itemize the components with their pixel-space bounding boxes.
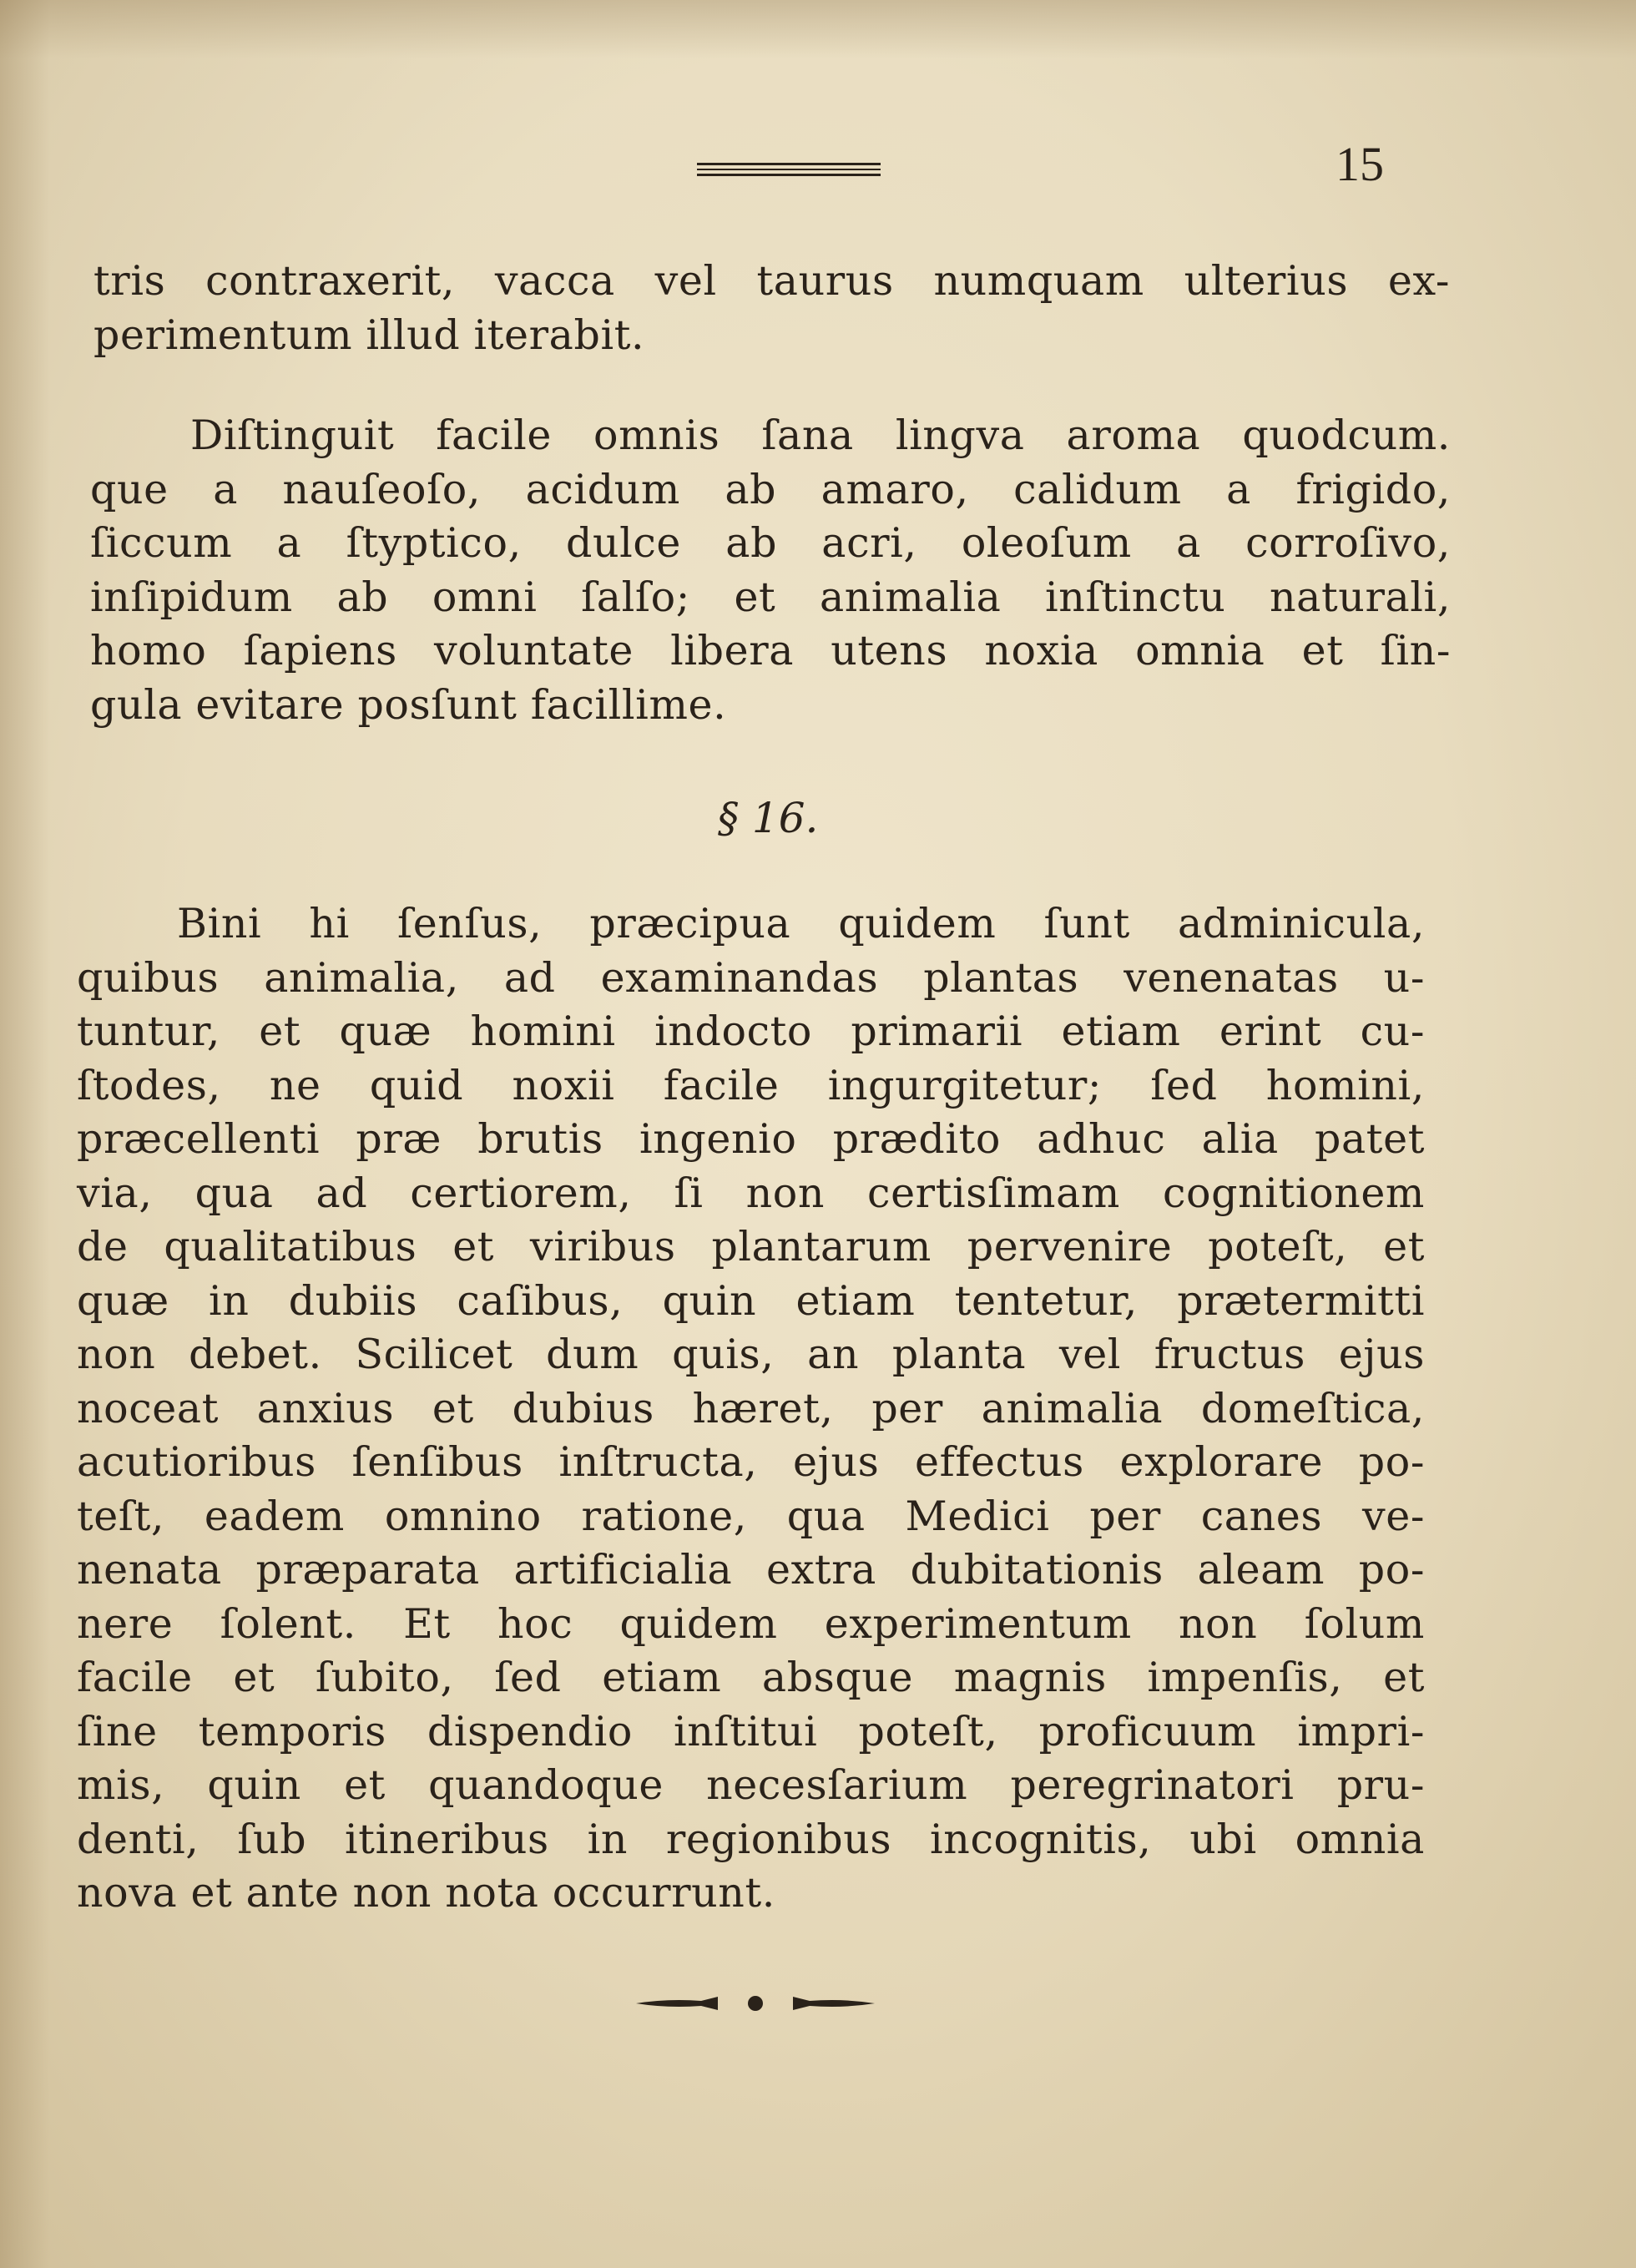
text-line: Diſtinguit facile omnis ſana lingva aroma quodcum.	[190, 412, 1451, 459]
text-line: non debet. Scilicet dum quis, an planta vel fructus ejus	[77, 1331, 1425, 1378]
text-line: mis, quin et quandoque necesſarium peregrinatori pru-	[77, 1761, 1425, 1809]
text-line: præcellenti præ brutis ingenio prædito adhuc alia patet	[77, 1115, 1425, 1163]
text-line: quæ in dubiis caſibus, quin etiam tentetur, prætermitti	[77, 1276, 1425, 1325]
text-line: gula evitare posſunt facillime.	[90, 680, 727, 729]
page-edge-shadow-top	[0, 0, 1636, 58]
text-line: tuntur, et quæ homini indocto primarii etiam erint cu-	[77, 1008, 1425, 1055]
text-line: que a nauſeoſo, acidum ab amaro, calidum a frigido,	[90, 465, 1451, 513]
text-line: nere ſolent. Et hoc quidem experimentum non ſolum	[77, 1599, 1425, 1648]
text-line: Bini hi ſenſus, præcipua quidem ſunt adminicula,	[177, 900, 1425, 947]
paragraph-senses	[90, 409, 1451, 732]
text-line: ſiccum a ſtyptico, dulce ab acri, oleoſum a corroſivo,	[90, 519, 1451, 567]
text-line: ſtodes, ne quid noxii facile ingurgitetur; ſed homini,	[77, 1061, 1425, 1109]
text-line: denti, ſub itineribus in regionibus incognitis, ubi omnia	[77, 1815, 1425, 1863]
text-line: ſine temporis dispendio inſtitui poteſt, proficuum impri-	[77, 1707, 1425, 1755]
header-rule	[697, 163, 881, 179]
text-line: inſipidum ab omni ſalſo; et animalia inſtinctu naturali,	[90, 573, 1451, 621]
paragraph-section-16	[77, 897, 1425, 1921]
section-heading: § 16.	[718, 794, 819, 842]
text-line: nenata præparata artificialia extra dubitationis aleam po-	[77, 1546, 1425, 1594]
text-line: de qualitatibus et viribus plantarum pervenire poteſt, et	[77, 1223, 1425, 1270]
text-line: facile et ſubito, ſed etiam absque magnis impenſis, et	[77, 1654, 1425, 1701]
text-line: nova et ante non nota occurrunt.	[77, 1869, 775, 1917]
text-line: quibus animalia, ad examinandas plantas venenatas u-	[77, 953, 1425, 1002]
text-line: via, qua ad certiorem, ſi non certisſimam cognitionem	[77, 1169, 1425, 1217]
text-line: homo ſapiens voluntate libera utens noxia omnia et ſin-	[90, 627, 1451, 674]
text-line: teſt, eadem omnino ratione, qua Medici per canes ve-	[77, 1492, 1425, 1540]
text-line: perimentum illud iterabit.	[93, 311, 645, 359]
page-edge-shadow	[0, 0, 50, 2268]
text-line: tris contraxerit, vacca vel taurus numquam ulterius ex-	[93, 257, 1450, 305]
text-line: acutioribus ſenſibus inſtructa, ejus effectus explorare po-	[77, 1438, 1425, 1486]
page-number: 15	[1336, 137, 1384, 191]
paragraph-continuation	[93, 255, 1450, 362]
text-line: noceat anxius et dubius hæret, per animalia domeſtica,	[77, 1384, 1425, 1432]
tailpiece-ornament-icon	[634, 1987, 876, 2020]
